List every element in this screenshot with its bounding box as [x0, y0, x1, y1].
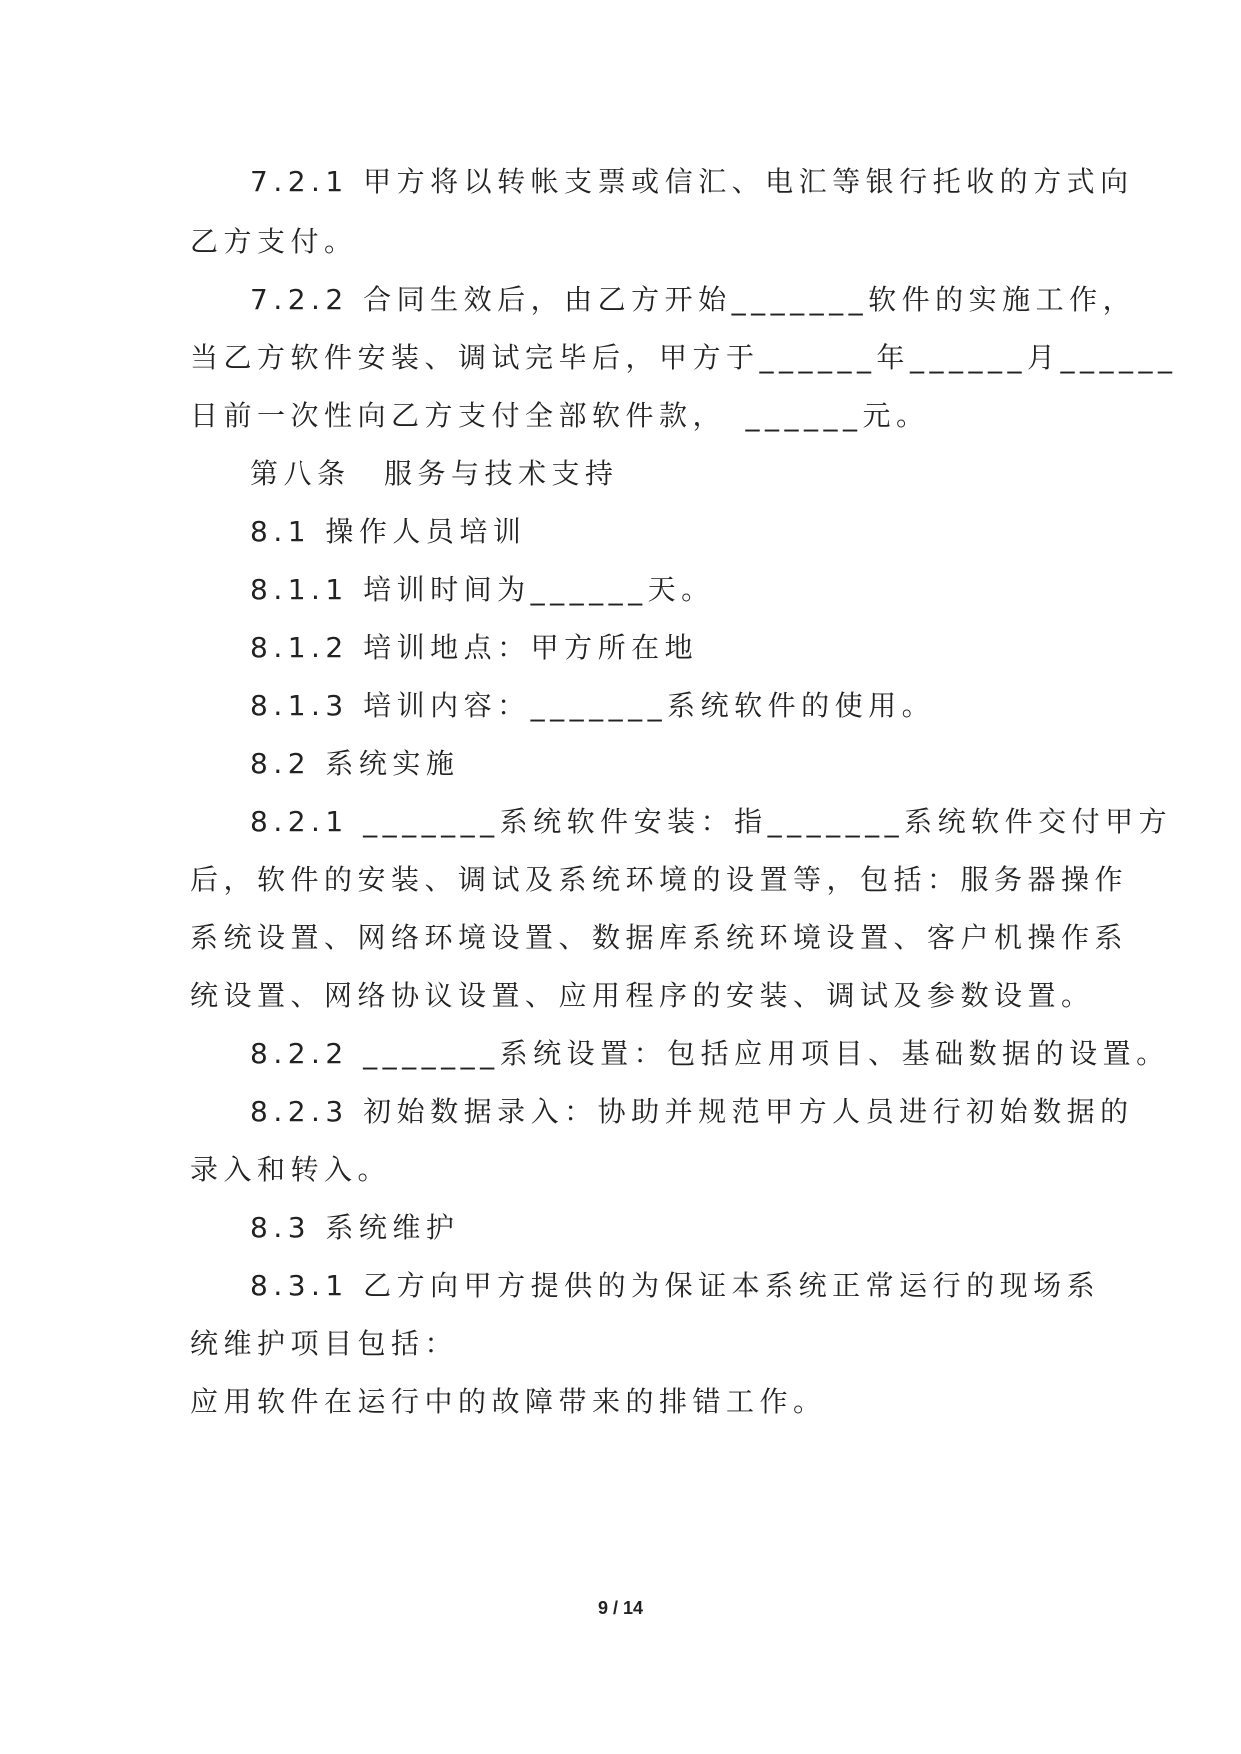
- paragraph-8-1-2: 8.1.2 培训地点：甲方所在地: [250, 631, 699, 664]
- paragraph-8-1-3: 8.1.3 培训内容：_______系统软件的使用。: [250, 689, 936, 722]
- section-8-3-heading: 8.3 系统维护: [250, 1211, 460, 1244]
- paragraph-8-2-2: 8.2.2 _______系统设置：包括应用项目、基础数据的设置。: [250, 1037, 1170, 1070]
- article-8-heading: 第八条 服务与技术支持: [250, 457, 619, 490]
- paragraph-8-2-3-line-2: 录入和转入。: [190, 1153, 392, 1186]
- paragraph-8-2-3-line-1: 8.2.3 初始数据录入：协助并规范甲方人员进行初始数据的: [250, 1095, 1134, 1128]
- paragraph-7-2-2-line-3: 日前一次性向乙方支付全部软件款， ______元。: [190, 399, 930, 432]
- paragraph-7-2-1-line-2: 乙方支付。: [190, 225, 358, 258]
- paragraph-7-2-1-line-1: 7.2.1 甲方将以转帐支票或信汇、电汇等银行托收的方式向: [250, 165, 1134, 198]
- page-number: 9 / 14: [597, 1598, 644, 1618]
- paragraph-7-2-2-line-1: 7.2.2 合同生效后，由乙方开始_______软件的实施工作，: [250, 283, 1137, 316]
- paragraph-8-2-1-line-1: 8.2.1 _______系统软件安装：指_______系统软件交付甲方: [250, 805, 1173, 838]
- paragraph-7-2-2-line-2: 当乙方软件安装、调试完毕后，甲方于______年______月______: [190, 341, 1178, 374]
- paragraph-8-2-1-line-4: 统设置、网络协议设置、应用程序的安装、调试及参数设置。: [190, 979, 1095, 1012]
- paragraph-8-3-1-item: 应用软件在运行中的故障带来的排错工作。: [190, 1385, 827, 1418]
- paragraph-8-3-1-line-1: 8.3.1 乙方向甲方提供的为保证本系统正常运行的现场系: [250, 1269, 1101, 1302]
- section-8-2-heading: 8.2 系统实施: [250, 747, 460, 780]
- paragraph-8-2-1-line-2: 后，软件的安装、调试及系统环境的设置等，包括：服务器操作: [190, 863, 1129, 896]
- paragraph-8-3-1-line-2: 统维护项目包括：: [190, 1327, 459, 1360]
- paragraph-8-1-1: 8.1.1 培训时间为______天。: [250, 573, 715, 606]
- section-8-1-heading: 8.1 操作人员培训: [250, 515, 527, 548]
- paragraph-8-2-1-line-3: 系统设置、网络环境设置、数据库系统环境设置、客户机操作系: [190, 921, 1129, 954]
